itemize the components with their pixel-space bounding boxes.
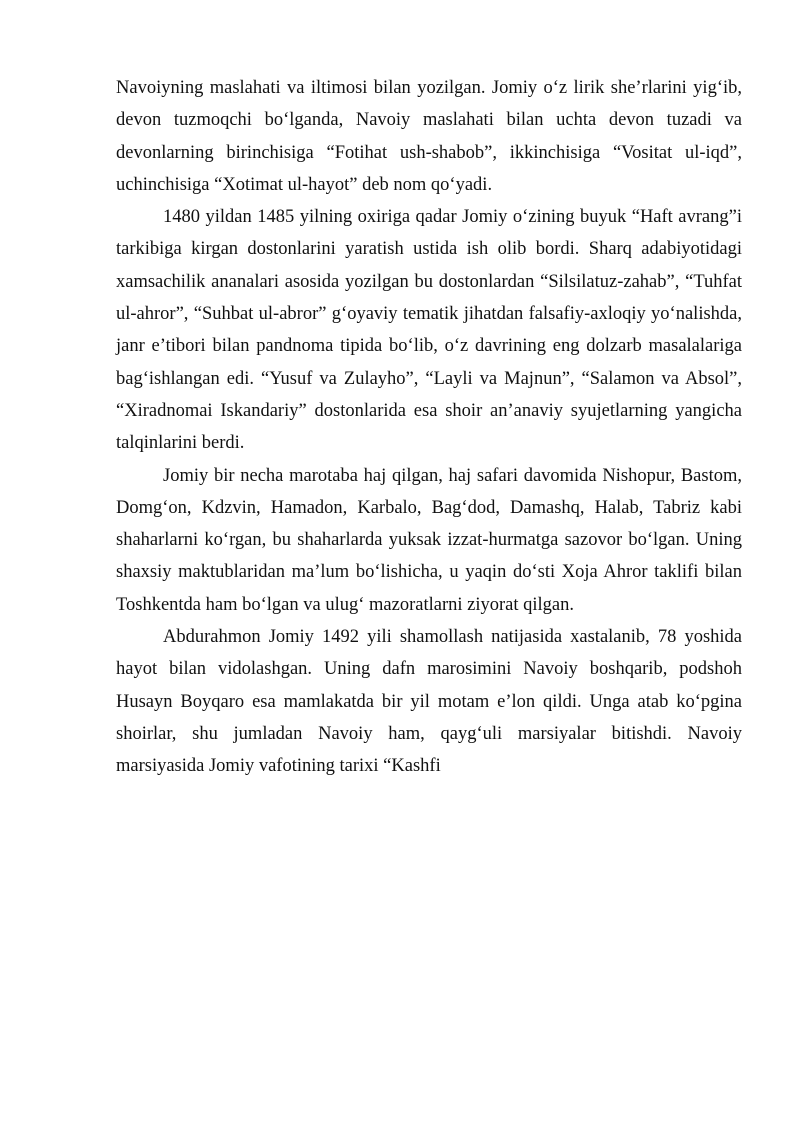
paragraph-hajj-travels: Jomiy bir necha marotaba haj qilgan, haj safari davomida Nishopur, Bastom, Domg‘on, Kdzvin, Hamadon, Karbalo, Bag‘dod, Damashq, Halab, Tabriz kabi shaharlarni ko‘rgan, bu shaharlarda yuksak izzat-hurmatga sazovor bo‘lgan. Uning shaxsiy maktublaridan ma’lum bo‘lishicha, u yaqin do‘sti Xoja Ahror taklifi bilan Toshkentda ham bo‘lgan va ulug‘ mazoratlarni ziyorat qilgan. [116, 465, 742, 615]
paragraph-death: Abdurahmon Jomiy 1492 yili shamollash natijasida xastalanib, 78 yoshida hayot bilan vidolashgan. Uning dafn marosimini Navoiy boshqarib, podshoh Husayn Boyqaro esa mamlakatda bir yil motam e’lon qildi. Unga atab ko‘pgina shoirlar, shu jumladan Navoiy ham, qayg‘uli marsiyalar bitishdi. Navoiy marsiyasida Jomiy vafotining tarixi “Kashfi [116, 627, 742, 777]
paragraph-haft-avrang: 1480 yildan 1485 yilning oxiriga qadar Jomiy o‘zining buyuk “Haft avrang”i tarkibiga kirgan dostonlarini yaratish ustida ish olib bordi. Sharq adabiyotidagi xamsachilik ananalari asosida yozilgan bu dostonlardan “Silsilatuz-zahab”, “Tuhfat ul-ahror”, “Suhbat ul-abror” g‘oyaviy tematik jihatdan falsafiy-axloqiy yo‘nalishda, janr e’tibori bilan pandnoma tipida bo‘lib, o‘z davrining eng dolzarb masalalariga bag‘ishlangan edi. “Yusuf va Zulayho”, “Layli va Majnun”, “Salamon va Absol”, “Xiradnomai Iskandariy” dostonlarida esa shoir an’anaviy syujetlarning yangicha talqinlarini berdi. [116, 207, 742, 454]
paragraph-continuation: Navoiyning maslahati va iltimosi bilan yozilgan. Jomiy o‘z lirik she’rlarini yig‘ib, devon tuzmoqchi bo‘lganda, Navoiy maslahati bilan uchta devon tuzadi va devonlarning birinchisiga “Fotihat ush-shabob”, ikkinchisiga “Vositat ul-iqd”, uchinchisiga “Xotimat ul-hayot” deb nom qo‘yadi. [116, 78, 742, 195]
document-page [116, 72, 742, 783]
